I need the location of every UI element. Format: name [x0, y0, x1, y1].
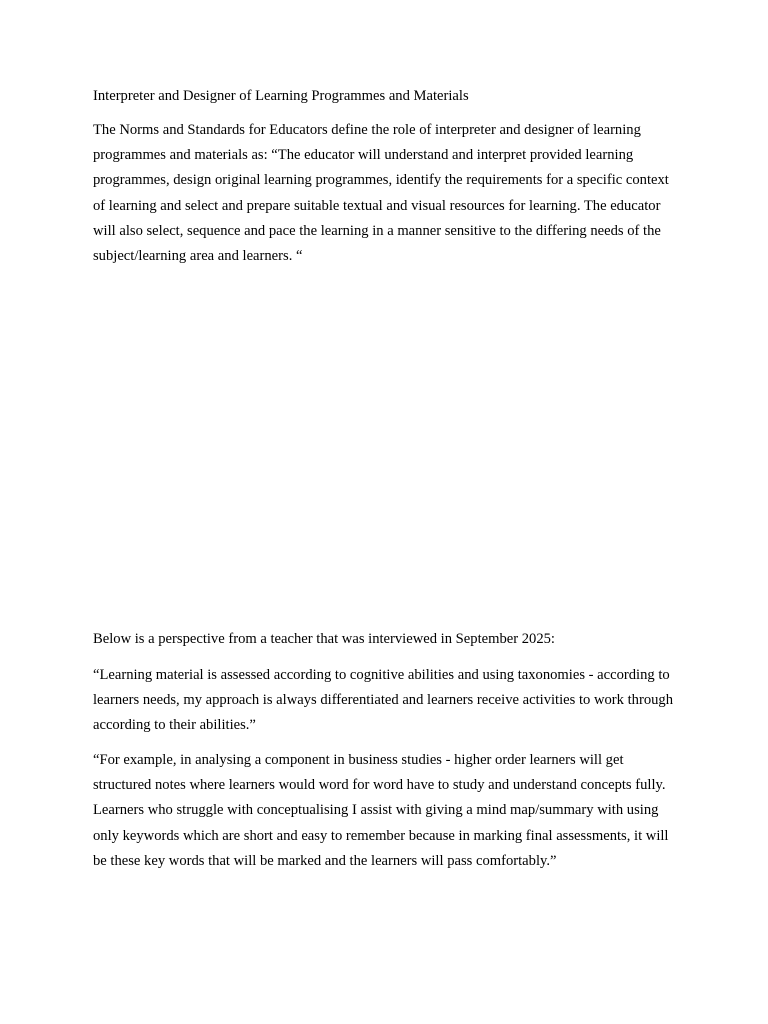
intro-paragraph: The Norms and Standards for Educators define the role of interpreter and designer of learning programmes and materials as: “The educator will understand and interpret provided learning programmes, design original learning programmes, identify the requirements for a specific context of learning and select and prepare suitable textual and visual resources for learning. The educator will also select, sequence and pace the learning in a manner sensitive to the differing needs of the subject/learning area and learners. “	[93, 122, 669, 265]
teacher-quote-two: “For example, in analysing a component in business studies - higher order learners will get structured notes where learners would word for word have to study and understand concepts fully. Learners who struggle with conceptualising I assist with giving a mind map/summary with using only keywords which are short and easy to remember because in marking final assessments, it will be these key words that will be marked and the learners will pass comfortably.”	[93, 752, 669, 869]
document-heading: Interpreter and Designer of Learning Programmes and Materials	[93, 88, 469, 104]
teacher-quote-one: “Learning material is assessed according to cognitive abilities and using taxonomies - according to learners needs, my approach is always differentiated and learners receive activities to work through according to their abilities.”	[93, 667, 674, 734]
perspective-intro-paragraph: Below is a perspective from a teacher that was interviewed in September 2025:	[93, 631, 555, 647]
